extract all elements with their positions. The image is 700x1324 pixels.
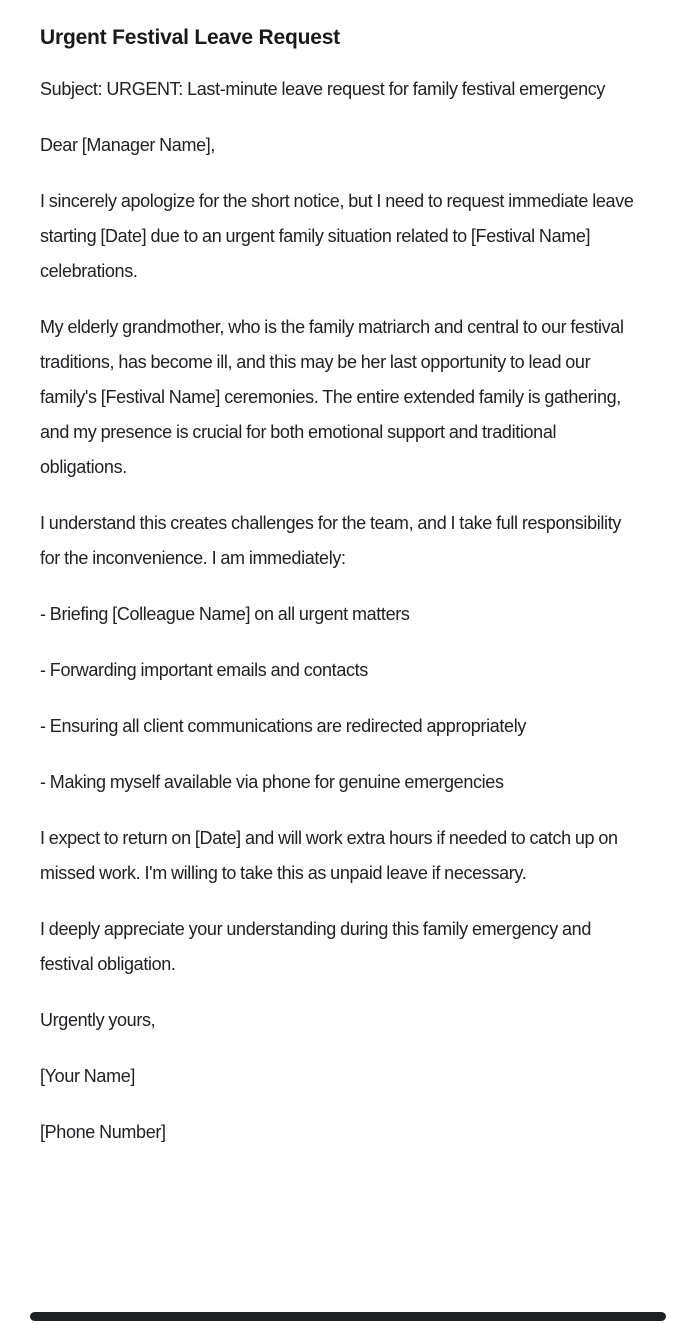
paragraph: My elderly grandmother, who is the family matriarch and central to our festival traditions, has become ill, and this may be her last opportunity to lead our family's [Festival Name] ceremonies. The entire extended family is gathering, and my presence is crucial for both emotional support and traditional obligations. (40, 317, 624, 477)
paragraph: - Forwarding important emails and contacts (40, 660, 368, 680)
paragraph: [Phone Number] (40, 1122, 166, 1142)
paragraph: - Briefing [Colleague Name] on all urgent matters (40, 604, 410, 624)
letter-body (40, 72, 634, 1150)
paragraph: Urgently yours, (40, 1010, 156, 1030)
paragraph: - Ensuring all client communications are redirected appropriately (40, 716, 526, 736)
paragraph: Dear [Manager Name], (40, 135, 216, 155)
paragraph: I sincerely apologize for the short notice, but I need to request immediate leave starting [Date] due to an urgent family situation related to [Festival Name] celebrations. (40, 191, 634, 281)
letter-document (40, 24, 634, 1171)
paragraph: - Making myself available via phone for genuine emergencies (40, 772, 504, 792)
paragraph: [Your Name] (40, 1066, 136, 1086)
paragraph: Subject: URGENT: Last-minute leave request for family festival emergency (40, 79, 606, 99)
horizontal-scrollbar-thumb[interactable] (30, 1312, 666, 1321)
page-title: Urgent Festival Leave Request (40, 26, 340, 49)
paragraph: I understand this creates challenges for the team, and I take full responsibility for the inconvenience. I am immediately: (40, 513, 621, 568)
paragraph: I deeply appreciate your understanding during this family emergency and festival obligation. (40, 919, 591, 974)
paragraph: I expect to return on [Date] and will work extra hours if needed to catch up on missed work. I'm willing to take this as unpaid leave if necessary. (40, 828, 618, 883)
